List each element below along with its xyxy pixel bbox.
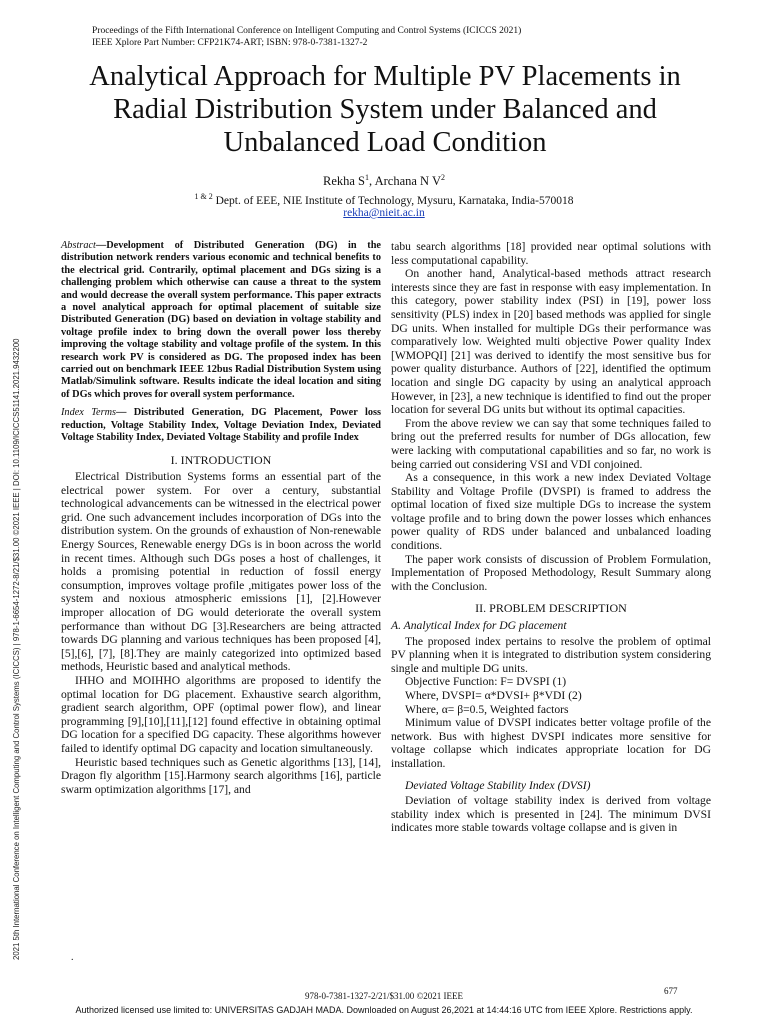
subsection-dvsi-heading: Deviated Voltage Stability Index (DVSI) bbox=[405, 778, 591, 792]
title-line-3: Unbalanced Load Condition bbox=[223, 127, 547, 158]
footer-code: 978-0-7381-1327-2/21/$31.00 ©2021 IEEE bbox=[304, 991, 464, 1001]
author-2-sup: 2 bbox=[441, 173, 445, 182]
intro-paragraph-3: Heuristic based techniques such as Genetic algorithms [13], [14], Dragon fly algorithm [15].Harmony search algorithms [16], particle swarm optimization algorithms [17], and bbox=[61, 755, 381, 796]
author-1: Rekha S bbox=[323, 174, 366, 189]
index-terms-text: — Distributed Generation, DG Placement, Power loss reduction, Voltage Stability Index, Voltage Deviation Index, Deviated Voltage Stability Index, Deviated Voltage Stability and profile Index bbox=[61, 407, 381, 444]
affiliation-text: Dept. of EEE, NIE Institute of Technology, Mysuru, Karnataka, India-570018 bbox=[212, 194, 574, 207]
doi-sidebar: 2021 5th International Conference on Intelligent Computing and Control Systems (ICICCS) | 978-1-6654-1272-8/21/$31.00 ©2021 IEEE | DOI: 10.1109/ICICCS51141.2021.9432200 bbox=[12, 338, 21, 960]
intro-paragraph-1: Electrical Distribution Systems forms an essential part of the electrical power system. For over a century, substantial technological advancements can be witnessed in the electrical power grid. One such advancement includes incorporation of DGs into the distribution system. On the grounds of exhaustion of Non-renewable Energy Sources, Renewable energy DGs is in boon across the world in recent times. Although such DGs poses a host of challenges, it holds a promising potential in reduction of fossil energy consumption, improves voltage profile ,mitigates power loss of the system and noxious atmospheric emissions [1], [2].However improper allocation of DG would deteriorate the overall system performance than without DG [3].Researchers are being attracted towards DG planning and various techniques has been proposed [4],[5],[6], [7], [8].They are mainly categorized into optimized based methods, Heuristic based and analytical methods. bbox=[61, 470, 381, 674]
index-terms bbox=[61, 407, 381, 444]
abstract bbox=[61, 240, 381, 401]
abstract-label: Abstract bbox=[61, 240, 96, 251]
right-paragraph-7: Minimum value of DVSPI indicates better voltage profile of the network. Bus with highest DVSPI indicates more sensitive for voltage collapse which indicates appropriate location for DG installation. bbox=[391, 716, 711, 770]
index-terms-label: Index Terms bbox=[61, 407, 117, 419]
author-1-sup: 1 bbox=[365, 173, 370, 182]
email-line bbox=[0, 206, 768, 220]
conference-header bbox=[92, 25, 521, 49]
right-paragraph-8: Deviation of voltage stability index is derived from voltage stability index which is presented in [24]. The minimum DVSI indicates more stable towards voltage collapse and is given in bbox=[391, 794, 711, 835]
right-paragraph-5: The paper work consists of discussion of Problem Formulation, Implementation of Proposed Methodology, Result Summary along with the Conclusion. bbox=[391, 552, 711, 593]
paper-title bbox=[40, 60, 730, 159]
right-paragraph-4: As a consequence, in this work a new index Deviated Voltage Stability and Voltage Profile (DVSPI) is framed to address the optimal location of fixed size multiple DGs to increase the system voltage profile and to bring down the power losses which enhances power quality of RDS under balanced and unbalanced loading conditions. bbox=[391, 471, 711, 553]
author-email-link[interactable]: rekha@nieit.ac.in bbox=[343, 207, 425, 219]
section-2-heading: II. PROBLEM DESCRIPTION bbox=[475, 601, 627, 616]
stray-dot: . bbox=[71, 952, 74, 963]
header-line-1: Proceedings of the Fifth International Conference on Intelligent Computing and Control Systems (ICICCS 2021) bbox=[92, 26, 522, 36]
right-paragraph-6: The proposed index pertains to resolve the problem of optimal PV planning when it is integrated to distribution system considering single and multiple DG units. bbox=[391, 634, 711, 675]
title-line-2: Radial Distribution System under Balanced and bbox=[113, 94, 657, 125]
affiliation-sup: 1 & 2 bbox=[194, 192, 213, 201]
author-line bbox=[0, 170, 768, 189]
right-paragraph-3: From the above review we can say that some techniques failed to bring out the preferred results for number of DGs allocation, few were lacking with computational capabilities and so far, no work is being carried out considering VSI and VDI conjoined. bbox=[391, 416, 711, 471]
license-notice: Authorized licensed use limited to: UNIVERSITAS GADJAH MADA. Downloaded on August 26,2021 at 14:44:16 UTC from IEEE Xplore. Restrictions apply. bbox=[75, 1005, 693, 1015]
intro-paragraph-2: IHHO and MOIHHO algorithms are proposed to identify the optimal location for DG placement. Exhaustive search algorithm, gradient search algorithm, OPF (optimal power flow), and linear programming [9],[10],[11],[12] found effective in obtaining optimal DG location for a specified DG capacity. These algorithms however failed to identify optimal DG capacity and location simultaneously. bbox=[61, 674, 381, 755]
author-2: Archana N V bbox=[374, 174, 441, 189]
equation-3: Where, α= β=0.5, Weighted factors bbox=[405, 702, 569, 716]
equation-1: Objective Function: F= DVSPI (1) bbox=[405, 675, 567, 689]
equation-2: Where, DVSPI= α*DVSI+ β*VDI (2) bbox=[405, 689, 582, 702]
right-paragraph-1: tabu search algorithms [18] provided near optimal solutions with less computational capability. bbox=[391, 240, 711, 267]
author-separator: , bbox=[369, 174, 375, 189]
title-line-1: Analytical Approach for Multiple PV Placements in bbox=[89, 61, 681, 92]
section-1-heading: I. INTRODUCTION bbox=[170, 452, 272, 467]
subsection-a-heading: A. Analytical Index for DG placement bbox=[391, 619, 567, 633]
abstract-text: —Development of Distributed Generation (DG) in the distribution network renders various economic and technical benefits to the electrical grid. Contrarily, optimal placement and DGs sizing is a challenging problem which otherwise can cause a threat to the system and would decrease the overall system performance. This paper extracts a novel analytical approach for optimal placement of suitable size Distributed Generation (DG) based on deviation in voltage stability and voltage profile index to bring down the overall power loss thereby improving the voltage stability and voltage profile of the system. In this research work PV is considered as DG. The proposed index has been carried out on benchmark IEEE 12bus Radial Distribution System using Matlab/Simulink software. Results indicate the ideal location and siting of DGs which proves for overall system performance. bbox=[61, 240, 381, 400]
left-column bbox=[61, 240, 381, 796]
page-number: 677 bbox=[664, 986, 678, 996]
right-column bbox=[391, 240, 711, 835]
right-paragraph-2: On another hand, Analytical-based methods attract research interests since they are fast in response with easy implementation. In this category, power stability index (PSI) in [19], power loss sensitivity (PLS) index in [20] based methods was applied for single DG units. When installed for multiple DGs their performance was comparatively low. Weighted multi objective Power quality Index [WMOPQI] [21] was derived to identify the most sensitive bus for power quality disturbance. Authors of [22], identified the optimum location and single DG capacity by using an analytical approach However, in [23], a new technique is identified to find out the proper location for several DG units but without its optimal capacities. bbox=[391, 267, 711, 417]
header-line-2: IEEE Xplore Part Number: CFP21K74-ART; ISBN: 978-0-7381-1327-2 bbox=[92, 38, 368, 48]
